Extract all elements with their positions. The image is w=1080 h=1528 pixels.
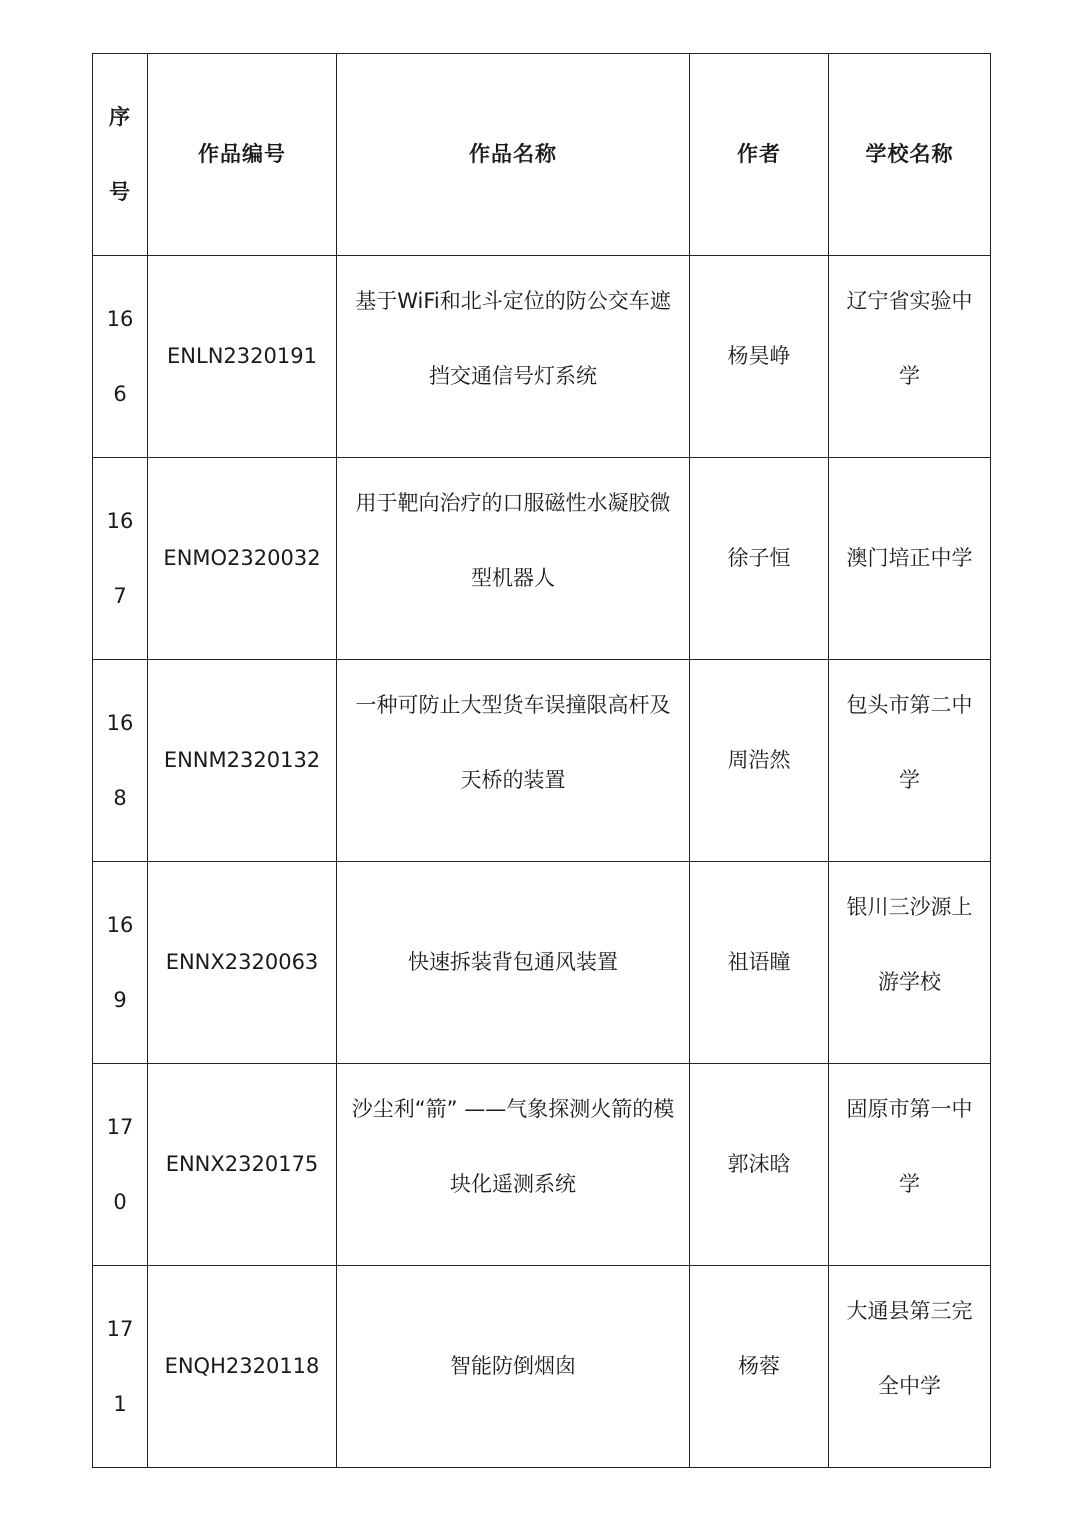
cell-author: 周浩然 [690,660,829,862]
cell-seq: 171 [93,1266,148,1468]
cell-author: 郭沫晗 [690,1064,829,1266]
header-title: 作品名称 [337,54,690,256]
cell-seq: 168 [93,660,148,862]
cell-author: 杨蓉 [690,1266,829,1468]
cell-title: 一种可防止大型货车误撞限高杆及天桥的装置 [337,660,690,862]
cell-seq: 170 [93,1064,148,1266]
header-author: 作者 [690,54,829,256]
cell-title: 用于靶向治疗的口服磁性水凝胶微型机器人 [337,458,690,660]
table-row [93,458,991,660]
cell-school: 辽宁省实验中学 [829,256,991,458]
cell-code: ENQH2320118 [148,1266,337,1468]
cell-seq: 167 [93,458,148,660]
header-seq: 序号 [93,54,148,256]
cell-school: 银川三沙源上游学校 [829,862,991,1064]
cell-school: 大通县第三完全中学 [829,1266,991,1468]
header-school: 学校名称 [829,54,991,256]
table-row [93,1064,991,1266]
table-row [93,862,991,1064]
cell-seq: 166 [93,256,148,458]
table-row [93,256,991,458]
cell-author: 杨昊峥 [690,256,829,458]
table-row [93,660,991,862]
cell-school: 固原市第一中学 [829,1064,991,1266]
cell-title: 智能防倒烟囱 [337,1266,690,1468]
cell-school: 澳门培正中学 [829,458,991,660]
cell-school: 包头市第二中学 [829,660,991,862]
cell-seq: 169 [93,862,148,1064]
cell-title: 基于WiFi和北斗定位的防公交车遮挡交通信号灯系统 [337,256,690,458]
cell-title: 快速拆装背包通风装置 [337,862,690,1064]
cell-author: 徐子恒 [690,458,829,660]
works-table [92,53,991,1468]
cell-code: ENNX2320063 [148,862,337,1064]
cell-code: ENNM2320132 [148,660,337,862]
header-code: 作品编号 [148,54,337,256]
cell-title: 沙尘利“箭” ——气象探测火箭的模块化遥测系统 [337,1064,690,1266]
table-header-row [93,54,991,256]
cell-code: ENLN2320191 [148,256,337,458]
table-row [93,1266,991,1468]
cell-author: 祖语瞳 [690,862,829,1064]
cell-code: ENMO2320032 [148,458,337,660]
cell-code: ENNX2320175 [148,1064,337,1266]
